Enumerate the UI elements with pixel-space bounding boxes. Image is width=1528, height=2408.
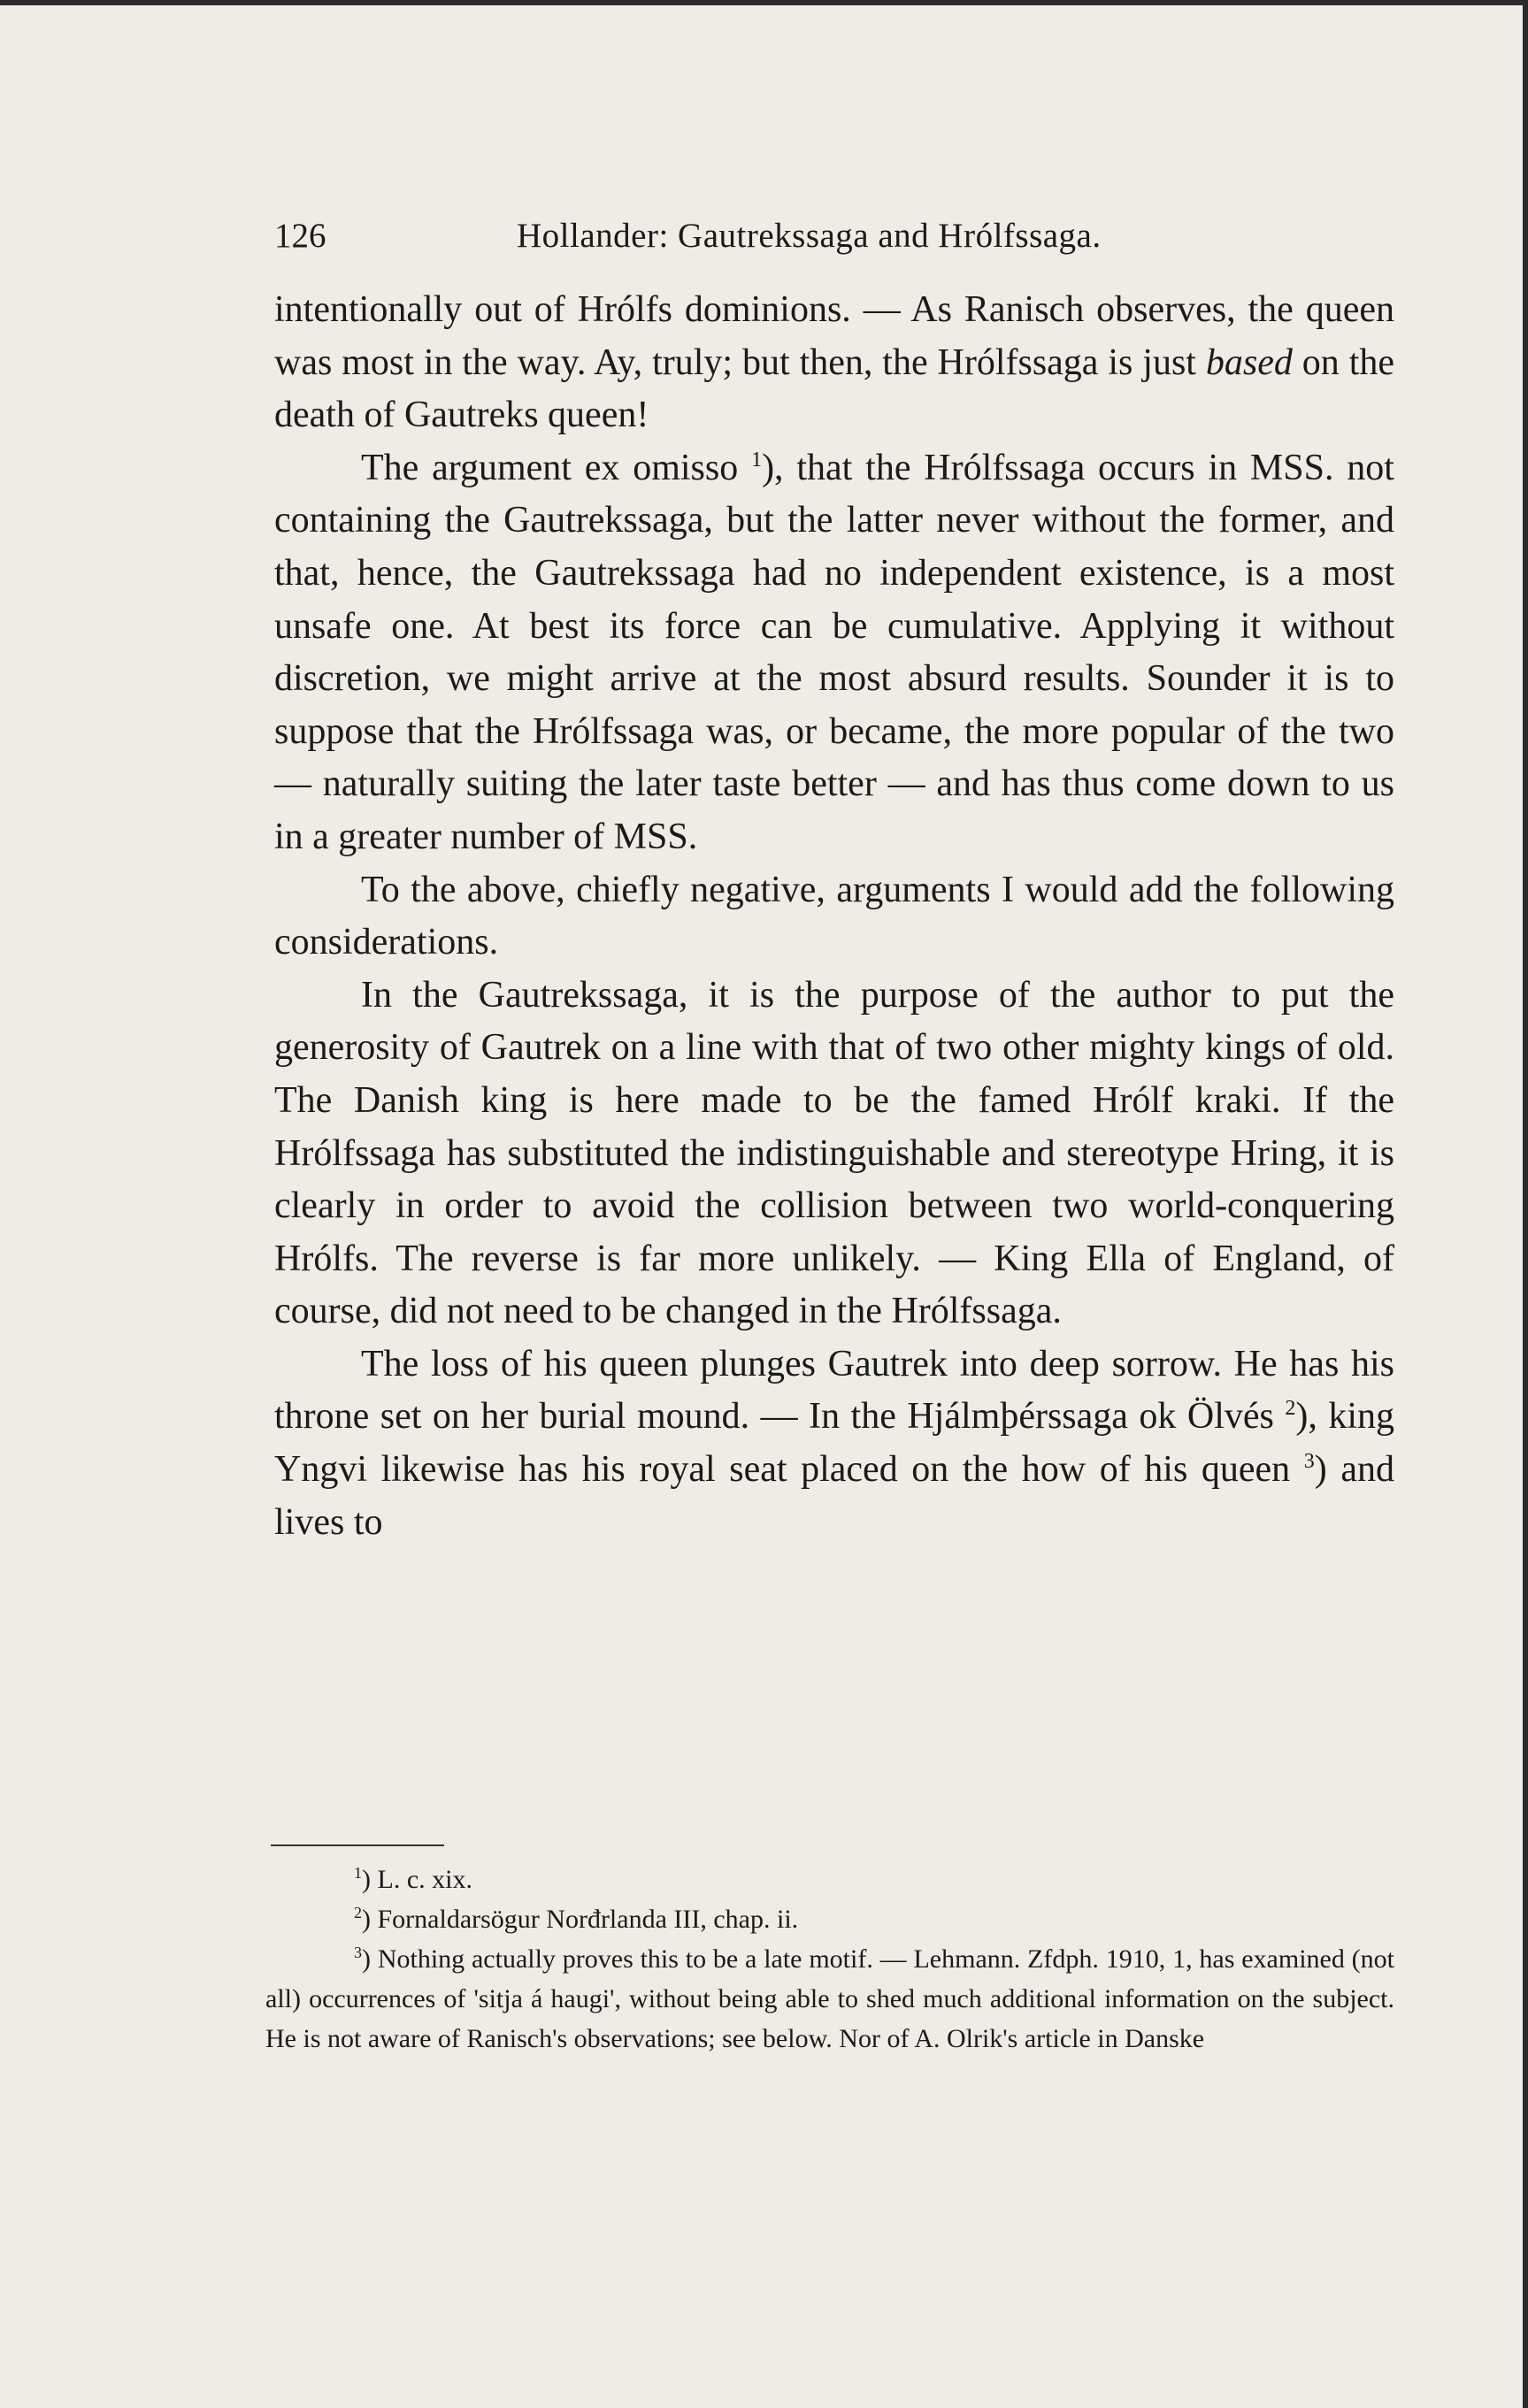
paragraph-p4 — [274, 970, 1394, 1338]
paragraph-p1 — [274, 284, 1394, 442]
note-reference: 2 — [354, 1904, 362, 1921]
text-run: ), that the Hrólfssaga occurs in MSS. not containing the Gautrekssaga, but the latter never without the former, and that, hence, the Gautrekssaga had no independent existence, is a most unsafe one. At best its force can be cumulative. Applying it without discretion, we might arrive at the most absurd results. Sounder it is to suppose that the Hrólfssaga was, or became, the more popular of the two — naturally suiting the later taste better — and has thus come down to us in a greater number of MSS. — [274, 447, 1394, 857]
text-run: ) L. c. xix. — [362, 1865, 472, 1894]
page-number: 126 — [274, 217, 326, 255]
paragraph-p3 — [274, 864, 1394, 970]
text-run: ) Nothing actually proves this to be a late motif. — Lehmann. Zfdph. 1910, 1, has examined (not all) occurrences of 'sitja á haugi', without being able to shed much additional information on the subject. He is not aware of Ranisch's observations; see below. Nor of A. Olrik's article in Danske — [265, 1944, 1394, 2053]
note-reference: 2 — [1285, 1397, 1296, 1421]
footnote-rule — [271, 1844, 444, 1846]
paragraph-p5 — [274, 1338, 1394, 1549]
emphasis-text: based — [1205, 341, 1293, 383]
text-run: To the above, chiefly negative, arguments I would add the following considerations. — [274, 869, 1394, 963]
footnote-fn3 — [265, 1939, 1394, 2059]
page-header — [274, 216, 1394, 260]
text-run: on the death of Gautreks queen! — [274, 341, 1394, 436]
footnote-fn2 — [265, 1899, 1394, 1939]
note-reference: 1 — [354, 1864, 362, 1882]
note-reference: 1 — [751, 448, 763, 472]
text-run: intentionally out of Hrólfs dominions. — As Ranisch observes, the queen was most in the way. Ay, truly; but then, the Hrólfssaga is just — [274, 289, 1394, 383]
note-reference: 3 — [1303, 1450, 1315, 1474]
note-reference: 3 — [354, 1944, 362, 1961]
text-run: ) and lives to — [274, 1449, 1395, 1543]
text-run: ), king Yngvi likewise has his royal seat placed on the how of his queen — [274, 1396, 1395, 1491]
footnote-fn1 — [265, 1860, 1394, 1899]
footnotes — [265, 1860, 1394, 2059]
text-run: In the Gautrekssaga, it is the purpose of the author to put the generosity of Gautrek on a line with that of two other mighty kings of old. The Danish king is here made to be the famed Hrólf kraki. If the Hrólfssaga has substituted the indistinguishable and stereotype Hring, it is clearly in order to avoid the collision between two world-conquering Hrólfs. The reverse is far more unlikely. — King Ella of England, of course, did not need to be changed in the Hrólfssaga. — [274, 974, 1394, 1332]
main-text — [274, 284, 1394, 1549]
running-head: Hollander: Gautrekssaga and Hrólfssaga. — [517, 217, 1102, 255]
text-run: The argument ex omisso — [361, 447, 752, 488]
text-run: The loss of his queen plunges Gautrek into deep sorrow. He has his throne set on her burial mound. — In the Hjálmþérssaga ok Ölvés — [274, 1343, 1394, 1438]
text-run: ) Fornaldarsögur Norđrlanda III, chap. ii. — [362, 1905, 799, 1934]
paragraph-p2 — [274, 442, 1394, 864]
